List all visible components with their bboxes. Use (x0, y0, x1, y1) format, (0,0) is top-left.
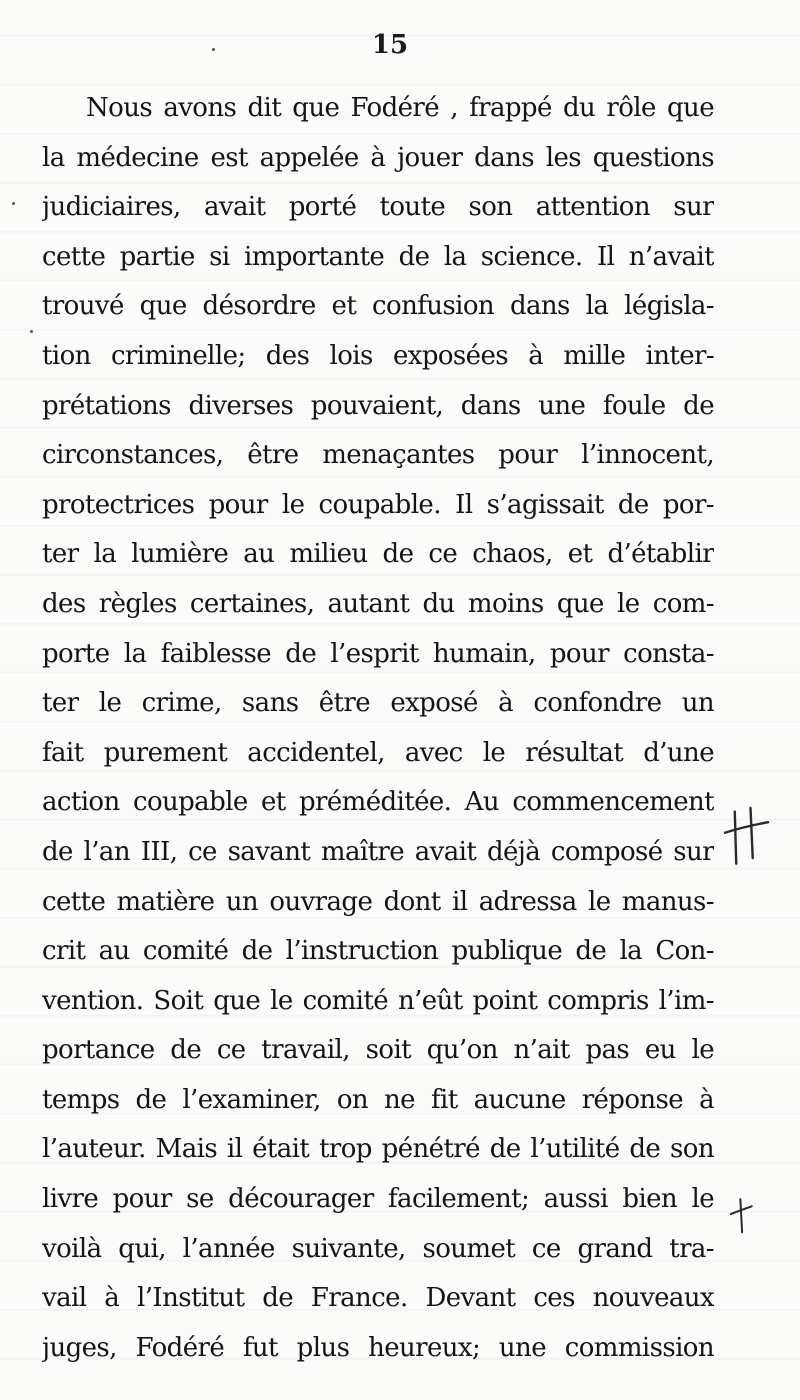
text-line: circonstances, être menaçantes pour l’innocent, (42, 440, 714, 471)
text-line: juges, Fodéré fut plus heureux; une commission (42, 1332, 714, 1363)
text-line: portance de ce travail, soit qu’on n’ait pas eu le (42, 1035, 714, 1066)
text-line: vail à l’Institut de France. Devant ces nouveaux (42, 1283, 714, 1314)
text-line: tion criminelle; des lois exposées à mille inter- (42, 340, 714, 371)
scan-speck (12, 202, 15, 205)
text-line: des règles certaines, autant du moins que le com- (42, 588, 714, 619)
text-line: livre pour se décourager facilement; aussi bien le (42, 1184, 714, 1215)
text-line: judiciaires, avait porté toute son attention sur (42, 192, 714, 223)
page-number: 15 (371, 30, 409, 60)
text-line: Nous avons dit que Fodéré , frappé du rôle que (86, 93, 714, 123)
scan-speck (212, 48, 215, 51)
text-line: cette partie si importante de la science. Il n’avait (42, 241, 714, 272)
text-line: ter le crime, sans être exposé à confondre un (42, 688, 714, 719)
text-line: crit au comité de l’instruction publique de la Con- (42, 936, 714, 967)
text-line: voilà qui, l’année suivante, soumet ce grand tra- (42, 1233, 714, 1264)
handwritten-margin-mark (720, 803, 783, 879)
text-line: protectrices pour le coupable. Il s’agissait de por- (42, 489, 714, 520)
pencil-mark-icon (720, 803, 782, 869)
text-line: trouvé que désordre et confusion dans la législa- (42, 291, 714, 322)
text-line: ter la lumière au milieu de ce chaos, et d’établir (42, 539, 714, 570)
text-line: vention. Soit que le comité n’eût point compris l’im- (42, 985, 714, 1016)
text-line: temps de l’examiner, on ne fit aucune réponse à (42, 1084, 714, 1115)
text-line: de l’an III, ce savant maître avait déjà composé sur (42, 836, 714, 867)
text-line: fait purement accidentel, avec le résultat d’une (42, 737, 714, 768)
scan-speck (30, 330, 33, 333)
text-line: la médecine est appelée à jouer dans les questions (42, 142, 714, 173)
body-paragraph (42, 84, 714, 1373)
text-line: porte la faiblesse de l’esprit humain, pour consta- (42, 638, 714, 669)
text-line: action coupable et préméditée. Au commencement (42, 787, 714, 818)
text-line: l’auteur. Mais il était trop pénétré de l’utilité de son (42, 1134, 714, 1165)
text-line: prétations diverses pouvaient, dans une foule de (42, 390, 714, 421)
handwritten-margin-mark (724, 1194, 762, 1246)
pencil-mark-icon (724, 1194, 760, 1239)
text-line: cette matière un ouvrage dont il adressa le manus- (42, 886, 714, 917)
